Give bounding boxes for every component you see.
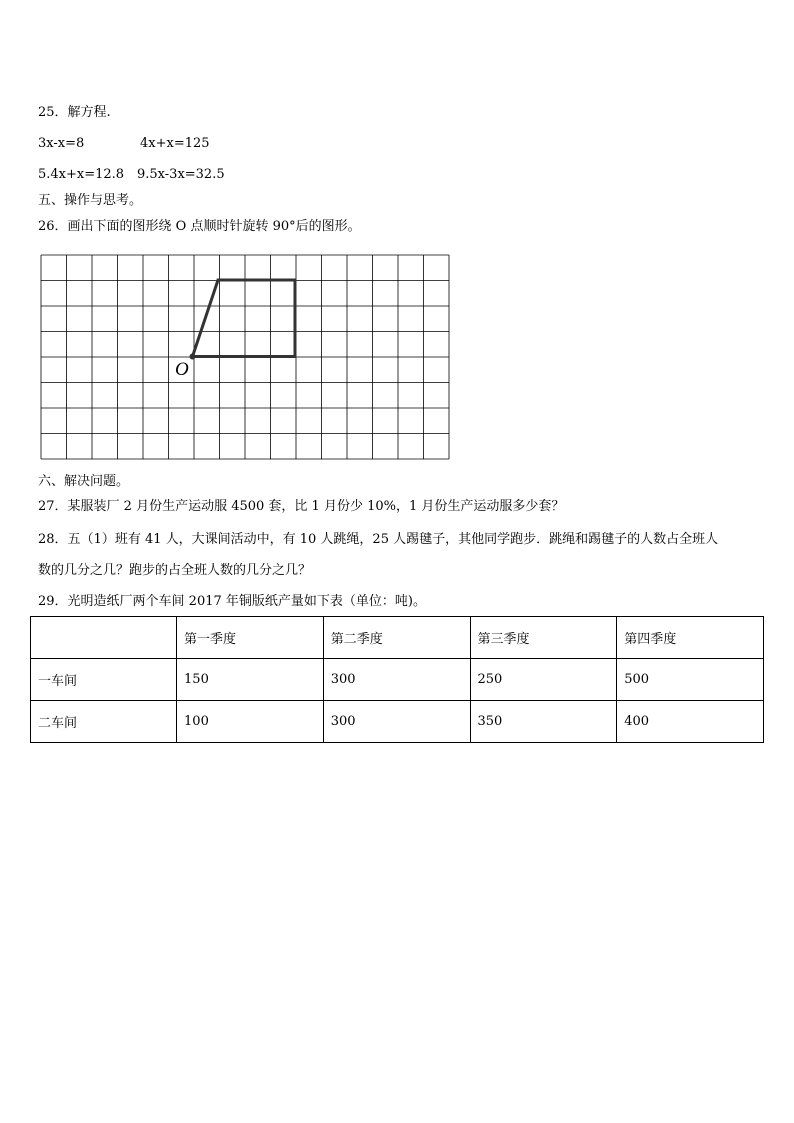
q25-heading: 25．解方程. [38,105,111,120]
table-cell: 100 [177,701,324,743]
q28-line-2: 数的几分之几？跑步的占全班人数的几分之几？ [38,563,312,578]
q27-text: 27．某服装厂 2 月份生产运动服 4500 套，比 1 月份少 10%，1 月份生产运动服多少套？ [38,499,565,514]
point-o [190,354,196,360]
table-header-cell [31,617,177,659]
table-cell: 300 [323,701,470,743]
table-cell: 一车间 [31,659,177,701]
table-header-cell: 第四季度 [617,617,764,659]
quadrilateral-shape [193,280,296,357]
q28-line-1: 28．五（1）班有 41 人，大课间活动中，有 10 人跳绳，25 人踢毽子，其他同学跑步．跳绳和踢毽子的人数占全班人 [38,532,719,547]
table-row [31,701,764,743]
table-header-row [31,617,764,659]
table-cell: 250 [470,659,617,701]
table-cell: 150 [177,659,324,701]
table-header-cell: 第三季度 [470,617,617,659]
grid-figure [40,254,450,464]
table-cell: 350 [470,701,617,743]
rotation-grid [40,254,450,468]
table-cell: 500 [617,659,764,701]
table-header-cell: 第一季度 [177,617,324,659]
table-cell: 400 [617,701,764,743]
point-o-label: O [175,359,189,380]
section-6-heading: 六、解决问题。 [38,474,130,489]
table-cell: 300 [323,659,470,701]
q26-text: 26．画出下面的图形绕 O 点顺时针旋转 90°后的图形。 [38,219,361,234]
table-header-cell: 第二季度 [323,617,470,659]
table-row [31,659,764,701]
q29-text: 29．光明造纸厂两个车间 2017 年铜版纸产量如下表（单位：吨)。 [38,594,426,609]
production-table [30,616,764,743]
equation-3: 5.4x+x=12.8 [38,167,125,182]
equation-4: 9.5x-3x=32.5 [137,167,225,182]
section-5-heading: 五、操作与思考。 [38,193,143,208]
table-cell: 二车间 [31,701,177,743]
equation-2: 4x+x=125 [140,136,210,151]
equation-1: 3x-x=8 [38,136,85,151]
